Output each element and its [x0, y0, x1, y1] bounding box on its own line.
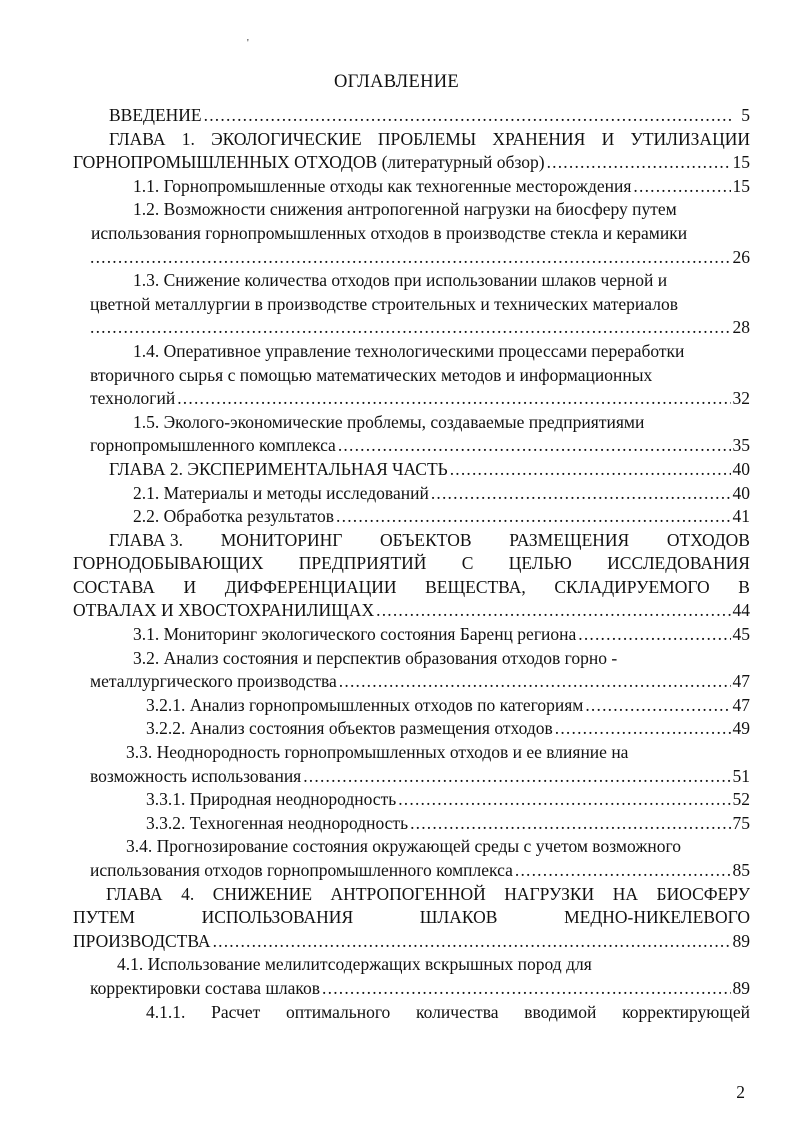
- toc-entry-text: ГОРНОПРОМЫШЛЕННЫХ ОТХОДОВ (литературный обзор): [73, 152, 545, 173]
- toc-entry-1-1[interactable]: [90, 175, 750, 199]
- toc-entry-text: ГЛАВА 2. ЭКСПЕРИМЕНТАЛЬНАЯ ЧАСТЬ: [109, 458, 448, 479]
- word: ЦЕЛЬЮ: [508, 553, 572, 574]
- word: СНИЖЕНИЕ: [212, 883, 313, 904]
- toc-entry-text: использования отходов горнопромышленного комплекса: [90, 860, 513, 880]
- leader-dots: [90, 316, 731, 340]
- toc-page: 32: [732, 388, 750, 409]
- toc-page: 45: [732, 624, 750, 645]
- toc-entry-text: ВВЕДЕНИЕ: [109, 105, 202, 125]
- toc-entry-text: 3.2. Анализ состояния и перспектив образования отходов горно -: [133, 647, 618, 668]
- justified-line: [90, 883, 750, 907]
- leader-dots: [90, 246, 731, 270]
- word: ОБЪЕКТОВ: [380, 529, 472, 550]
- toc-entry-3-2[interactable]: [90, 647, 750, 694]
- toc-entry-1-5[interactable]: [90, 411, 750, 458]
- toc-entry-chapter-2[interactable]: [90, 458, 750, 482]
- word: ГЛАВА: [109, 128, 166, 149]
- toc-entry-text: 3.2.2. Анализ состояния объектов размещения отходов: [146, 718, 553, 739]
- leader-dots: [338, 434, 731, 458]
- stray-mark: ': [247, 38, 249, 49]
- leader-dots: [431, 482, 731, 506]
- toc-entry-chapter-4[interactable]: [73, 883, 750, 954]
- leader-dots: [410, 812, 730, 836]
- word: НА: [612, 883, 639, 904]
- leader-dots: [303, 765, 730, 789]
- toc-entry-text: технологий: [90, 388, 176, 409]
- toc-entry-text: 4.1. Использование мелилитсодержащих вскрышных пород для: [117, 954, 592, 975]
- toc-entry-3-1[interactable]: [90, 623, 750, 647]
- toc-entry-3-3-2[interactable]: [90, 812, 750, 836]
- toc-entry-2-1[interactable]: [90, 482, 750, 506]
- leader-dots: [578, 623, 730, 647]
- toc-entry-1-4[interactable]: [90, 340, 750, 411]
- toc-entry-text: вторичного сырья с помощью математических методов и информационных: [90, 364, 653, 385]
- toc-entry-text: металлургического производства: [90, 671, 337, 692]
- justified-line: [73, 552, 750, 576]
- toc-page: 26: [732, 246, 750, 267]
- leader-dots: [633, 175, 730, 199]
- toc-page: 89: [732, 930, 750, 951]
- toc-entry-text: 1.5. Эколого-экономические проблемы, создаваемые предприятиями: [133, 411, 645, 432]
- word: ХРАНЕНИЯ: [492, 128, 586, 149]
- word: 4.1.1.: [146, 1001, 186, 1022]
- leader-dots: [322, 977, 730, 1001]
- word: УТИЛИЗАЦИИ: [630, 128, 750, 149]
- word: СОСТАВА: [73, 576, 155, 597]
- toc-entry-text: 3.3.1. Природная неоднородность: [146, 789, 397, 810]
- word: ВЕЩЕСТВА,: [425, 576, 526, 597]
- toc-page: 15: [732, 152, 750, 173]
- toc-entry-text: корректировки состава шлаков: [90, 977, 321, 998]
- toc-entry-2-2[interactable]: [90, 505, 750, 529]
- leader-dots: [585, 694, 730, 718]
- word: В: [738, 576, 750, 597]
- word: ОТХОДОВ: [666, 529, 750, 550]
- leader-dots: [547, 151, 731, 175]
- word: ДИФФЕРЕНЦИАЦИИ: [224, 576, 397, 597]
- word: 4.: [181, 883, 195, 904]
- toc-page: 28: [732, 317, 750, 338]
- word: ГОРНОДОБЫВАЮЩИХ: [73, 553, 264, 574]
- toc-entry-chapter-1[interactable]: [73, 128, 750, 175]
- leader-dots: [204, 104, 734, 128]
- page-title: ОГЛАВЛЕНИЕ: [333, 72, 460, 92]
- toc-entry-text: 1.1. Горнопромышленные отходы как техногенные месторождения: [133, 175, 632, 196]
- justified-line: [73, 576, 750, 600]
- toc-entry-text: ОТВАЛАХ И ХВОСТОХРАНИЛИЩАХ: [73, 600, 375, 621]
- word: И: [601, 128, 615, 149]
- word: РАЗМЕЩЕНИЯ: [509, 529, 630, 550]
- leader-dots: [213, 930, 731, 954]
- toc-entry-4-1[interactable]: [90, 953, 750, 1000]
- leader-dots: [515, 859, 731, 883]
- toc-entry-intro[interactable]: [90, 104, 750, 128]
- word: МОНИТОРИНГ: [220, 529, 343, 550]
- toc-entry-text: 3.2.1. Анализ горнопромышленных отходов по категориям: [146, 694, 584, 715]
- toc-page: 5: [741, 105, 750, 125]
- toc-page: 75: [732, 812, 750, 833]
- word: С: [461, 553, 474, 574]
- toc-entry-chapter-3[interactable]: [73, 529, 750, 623]
- toc-entry-3-2-2[interactable]: [90, 717, 750, 741]
- toc-entry-text: цветной металлургии в производстве строительных и технических материалов: [90, 293, 678, 314]
- word: ЭКОЛОГИЧЕСКИЕ: [211, 128, 362, 149]
- word: количества: [416, 1001, 499, 1022]
- leader-dots: [450, 458, 731, 482]
- word: Расчет: [211, 1001, 261, 1022]
- justified-line: [90, 128, 750, 152]
- word: ГЛАВА: [106, 883, 163, 904]
- word: СКЛАДИРУЕМОГО: [554, 576, 710, 597]
- page-number: 2: [736, 1082, 745, 1102]
- toc-entry-3-4[interactable]: [90, 835, 750, 882]
- word: ИССЛЕДОВАНИЯ: [607, 553, 750, 574]
- toc-entry-4-1-1[interactable]: [90, 1001, 750, 1025]
- toc-entry-text: 2.1. Материалы и методы исследований: [133, 482, 429, 503]
- leader-dots: [177, 387, 730, 411]
- toc-entry-text: 3.3.2. Техногенная неоднородность: [146, 812, 409, 833]
- word: НАГРУЗКИ: [504, 883, 595, 904]
- word: ИСПОЛЬЗОВАНИЯ: [201, 907, 354, 928]
- toc-page: 89: [732, 977, 750, 998]
- word: ПРЕДПРИЯТИЙ: [298, 553, 427, 574]
- leader-dots: [398, 788, 730, 812]
- word: корректирующей: [622, 1001, 750, 1022]
- word: И: [183, 576, 197, 597]
- toc-entry-3-3[interactable]: [90, 741, 750, 788]
- leader-dots: [555, 717, 731, 741]
- toc-entry-1-3[interactable]: [90, 269, 750, 340]
- toc-entry-text: возможность использования: [90, 765, 302, 786]
- justified-line: [73, 906, 750, 930]
- justified-line: [90, 529, 750, 553]
- toc-entry-text: 1.4. Оперативное управление технологическими процессами переработки: [133, 340, 685, 361]
- toc-page: 47: [732, 694, 750, 715]
- toc-page: 15: [732, 175, 750, 196]
- leader-dots: [336, 505, 730, 529]
- toc-page: 52: [732, 789, 750, 810]
- word: вводимой: [524, 1001, 597, 1022]
- word: БИОСФЕРУ: [656, 883, 750, 904]
- toc-page: 47: [732, 671, 750, 692]
- toc-page: 40: [732, 482, 750, 503]
- toc-page: 44: [732, 600, 750, 621]
- toc-entry-text: 3.4. Прогнозирование состояния окружающей среды с учетом возможного: [126, 836, 681, 857]
- word: 1.: [181, 128, 195, 149]
- toc-entry-text: 3.3. Неоднородность горнопромышленных отходов и ее влияние на: [126, 742, 629, 763]
- toc-entry-3-2-1[interactable]: [90, 694, 750, 718]
- toc-entry-text: 2.2. Обработка результатов: [133, 506, 335, 527]
- toc-page: 35: [732, 435, 750, 456]
- toc-page: 85: [732, 860, 750, 880]
- toc-page: 51: [732, 765, 750, 786]
- table-of-contents: [73, 104, 750, 1024]
- word: ШЛАКОВ: [419, 907, 498, 928]
- toc-entry-text: горнопромышленного комплекса: [90, 435, 336, 456]
- toc-entry-text: ПРОИЗВОДСТВА: [73, 930, 211, 951]
- toc-page: 40: [732, 458, 750, 479]
- word: ГЛАВА 3.: [109, 529, 184, 550]
- word: оптимального: [285, 1001, 391, 1022]
- word: ПРОБЛЕМЫ: [377, 128, 477, 149]
- word: МЕДНО-НИКЕЛЕВОГО: [564, 907, 750, 928]
- justified-line: [90, 1001, 750, 1025]
- word: ПУТЕМ: [73, 907, 135, 928]
- toc-entry-text: 1.3. Снижение количества отходов при использовании шлаков черной и: [133, 270, 668, 291]
- toc-entry-text: использования горнопромышленных отходов в производстве стекла и керамики: [91, 222, 688, 243]
- toc-entry-1-2[interactable]: [90, 198, 750, 269]
- leader-dots: [376, 599, 730, 623]
- toc-entry-text: 1.2. Возможности снижения антропогенной нагрузки на биосферу путем: [133, 199, 677, 220]
- leader-dots: [339, 670, 731, 694]
- toc-entry-text: 3.1. Мониторинг экологического состояния Баренц региона: [133, 624, 577, 645]
- toc-page: 41: [732, 506, 750, 527]
- toc-page: 49: [732, 718, 750, 739]
- toc-entry-3-3-1[interactable]: [90, 788, 750, 812]
- word: АНТРОПОГЕННОЙ: [330, 883, 486, 904]
